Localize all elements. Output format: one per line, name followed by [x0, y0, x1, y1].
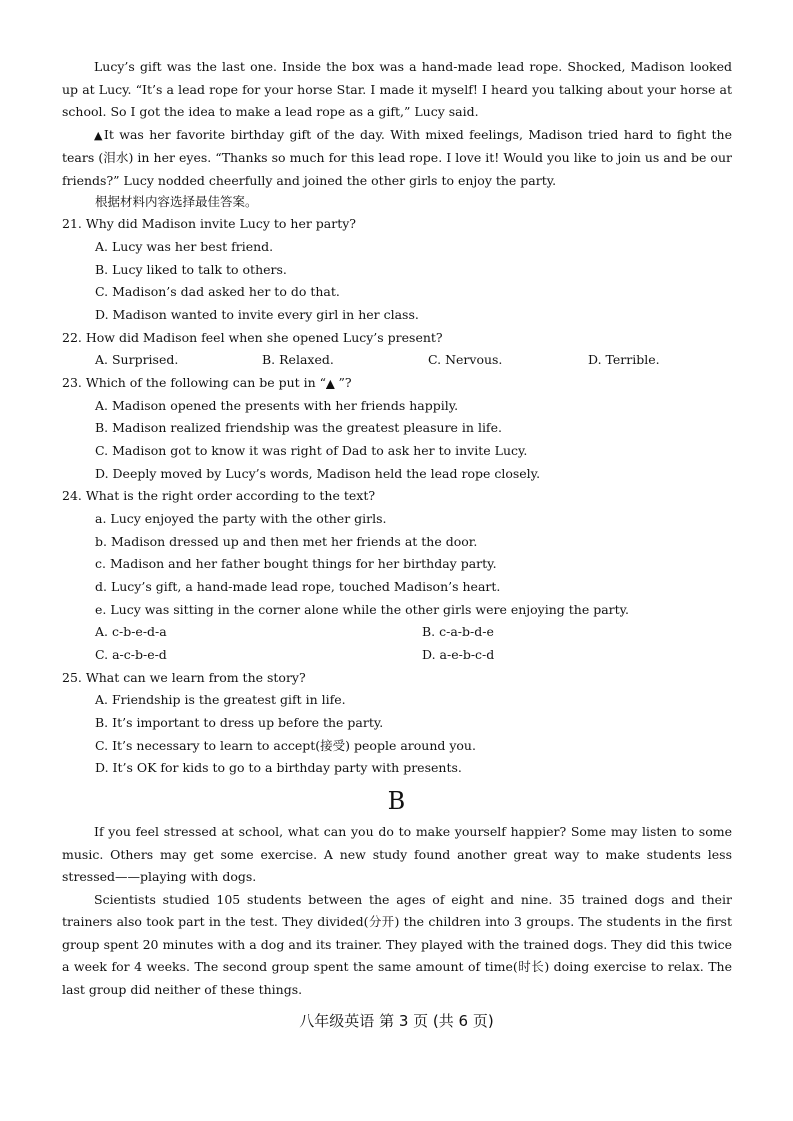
passage-a-paragraph-1: Lucy’s gift was the last one. Inside the box was a hand-made lead rope. Shocked, Madison looked up at Lucy. “It’s a lead rope for your horse Star. I made it myself! I heard you talking about your horse at school. So I got the idea to make a lead rope as a gift,” Lucy said.	[62, 59, 732, 119]
question-25-option-c[interactable]: C. It’s necessary to learn to accept(接受) people around you.	[95, 738, 476, 753]
question-24-option-c[interactable]: C. a-c-b-e-d	[95, 647, 167, 662]
question-21-option-b[interactable]: B. Lucy liked to talk to others.	[95, 262, 287, 277]
question-24-event-d: d. Lucy’s gift, a hand-made lead rope, touched Madison’s heart.	[95, 579, 501, 594]
question-24-option-d[interactable]: D. a-e-b-c-d	[422, 647, 495, 662]
question-22-option-b[interactable]: B. Relaxed.	[262, 352, 334, 367]
question-23-option-d[interactable]: D. Deeply moved by Lucy’s words, Madison held the lead rope closely.	[95, 466, 541, 481]
passage-a	[62, 56, 732, 192]
question-21-option-c[interactable]: C. Madison’s dad asked her to do that.	[95, 284, 340, 299]
question-24-event-e: e. Lucy was sitting in the corner alone while the other girls were enjoying the party.	[95, 602, 630, 617]
passage-a-paragraph-2-text: It was her favorite birthday gift of the day. With mixed feelings, Madison tried hard to fight the tears (泪水) in her eyes. “Thanks so much for this lead rope. I love it! Would you like to join us and be our friends?” Lucy nodded cheerfully and joined the other girls to enjoy the party.	[62, 126, 732, 188]
passage-a-paragraph-2	[62, 124, 732, 193]
section-b-title: B	[387, 787, 406, 815]
question-25-option-b[interactable]: B. It’s important to dress up before the party.	[95, 715, 384, 730]
question-24-stem: 24. What is the right order according to the text?	[62, 488, 376, 503]
question-23-option-b[interactable]: B. Madison realized friendship was the greatest pleasure in life.	[95, 420, 502, 435]
question-22-option-c[interactable]: C. Nervous.	[428, 352, 503, 367]
instruction: 根据材料内容选择最佳答案。	[95, 194, 258, 209]
question-22-option-a[interactable]: A. Surprised.	[95, 352, 179, 367]
question-24-option-b[interactable]: B. c-a-b-d-e	[422, 624, 494, 639]
question-22-option-d[interactable]: D. Terrible.	[588, 352, 660, 367]
question-24-option-a[interactable]: A. c-b-e-d-a	[95, 624, 167, 639]
passage-b	[62, 821, 732, 1001]
question-25-option-d[interactable]: D. It’s OK for kids to go to a birthday party with presents.	[95, 760, 462, 775]
question-23-option-c[interactable]: C. Madison got to know it was right of Dad to ask her to invite Lucy.	[95, 443, 528, 458]
question-21-stem: 21. Why did Madison invite Lucy to her party?	[62, 216, 357, 231]
question-24-event-b: b. Madison dressed up and then met her friends at the door.	[95, 534, 478, 549]
question-23-stem-end: ”?	[334, 375, 352, 390]
page-footer: 八年级英语 第 3 页 (共 6 页)	[299, 1012, 494, 1030]
passage-b-paragraph-2: Scientists studied 105 students between the ages of eight and nine. 35 trained dogs and their trainers also took part in the test. They divided(分开) the children into 3 groups. The students in the first group spent 20 minutes with a dog and its trainer. They played with the trained dogs. They did this twice a week for 4 weeks. The second group spent the same amount of time(时长) doing exercise to relax. The last group did neither of these things.	[62, 891, 732, 997]
question-24-event-c: c. Madison and her father bought things for her birthday party.	[95, 556, 497, 571]
blank-marker: ▲	[326, 377, 335, 390]
question-23-stem	[62, 373, 352, 394]
question-23-option-a[interactable]: A. Madison opened the presents with her friends happily.	[95, 398, 459, 413]
blank-marker: ▲	[94, 128, 104, 142]
passage-b-paragraph-1: If you feel stressed at school, what can you do to make yourself happier? Some may listen to some music. Others may get some exercise. A new study found another great way to make students less stressed——playing with dogs.	[62, 824, 732, 884]
question-25-stem: 25. What can we learn from the story?	[62, 670, 306, 685]
question-24-event-a: a. Lucy enjoyed the party with the other girls.	[95, 511, 387, 526]
question-22-stem: 22. How did Madison feel when she opened Lucy’s present?	[62, 330, 443, 345]
question-21-option-a[interactable]: A. Lucy was her best friend.	[95, 239, 274, 254]
question-21-option-d[interactable]: D. Madison wanted to invite every girl in her class.	[95, 307, 419, 322]
question-23-stem-text: 23. Which of the following can be put in “	[62, 375, 327, 390]
question-25-option-a[interactable]: A. Friendship is the greatest gift in life.	[95, 692, 346, 707]
